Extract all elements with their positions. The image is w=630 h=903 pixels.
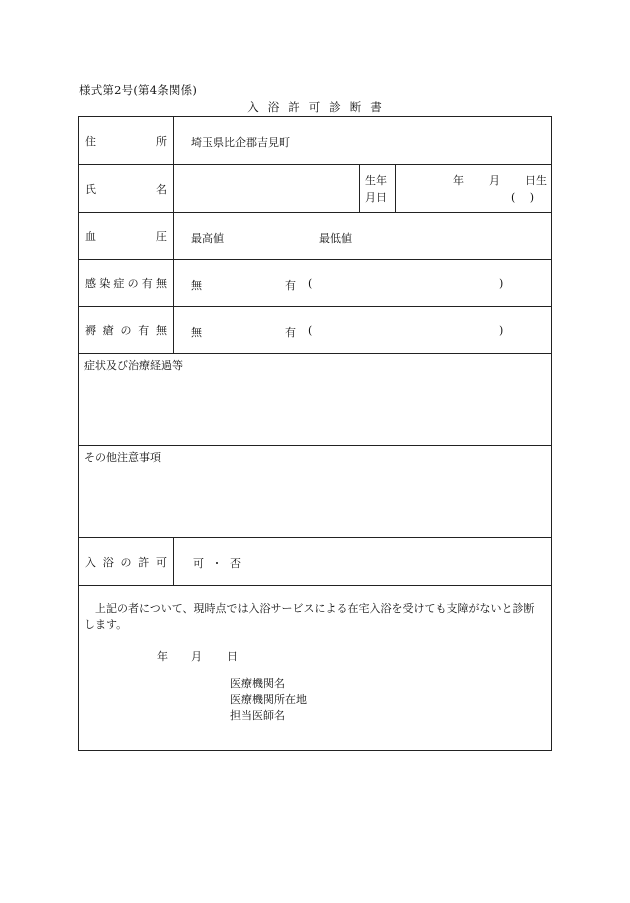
label-char: 血 bbox=[85, 230, 96, 243]
label-char: 許 bbox=[138, 555, 150, 569]
certification-text: 上記の者について、現時点では入浴サービスによる在宅入浴を受けても支障がないと診断します。 bbox=[84, 602, 535, 631]
label-char: 褥 bbox=[85, 324, 96, 337]
address-label bbox=[79, 117, 174, 164]
bedsore-row bbox=[79, 307, 551, 354]
infection-paren-close: ) bbox=[499, 277, 504, 290]
certification-section bbox=[79, 586, 551, 750]
bath-permission-row bbox=[79, 538, 551, 586]
form-number: 様式第2号(第4条関係) bbox=[79, 83, 198, 97]
symptoms-label: 症状及び治療経過等 bbox=[84, 359, 183, 372]
bedsore-no-option[interactable]: 無 bbox=[191, 326, 202, 339]
label-char: 圧 bbox=[156, 230, 167, 243]
institution-name-label[interactable]: 医療機関名 bbox=[230, 677, 285, 690]
age-field[interactable]: ( ) bbox=[511, 191, 535, 204]
infection-row bbox=[79, 260, 551, 307]
document-title: 入浴許可診断書 bbox=[247, 100, 391, 114]
infection-label bbox=[79, 260, 174, 306]
bath-permission-options[interactable]: 可 ・ 否 bbox=[193, 557, 243, 570]
label-char: 無 bbox=[155, 277, 167, 290]
label-char: 所 bbox=[156, 134, 167, 148]
label-char: 感 bbox=[85, 277, 96, 290]
label-char: 入 bbox=[85, 555, 96, 569]
bedsore-paren-close: ) bbox=[499, 324, 504, 337]
doctor-name-label[interactable]: 担当医師名 bbox=[230, 709, 285, 722]
birth-divider bbox=[395, 165, 396, 212]
label-char: の bbox=[120, 555, 132, 569]
address-value[interactable]: 埼玉県比企郡吉見町 bbox=[191, 136, 290, 149]
label-char: 住 bbox=[85, 134, 96, 148]
bedsore-yes-option[interactable]: 有 bbox=[285, 326, 296, 339]
blood-pressure-label bbox=[79, 213, 174, 259]
name-divider bbox=[359, 165, 360, 212]
cert-day[interactable]: 日 bbox=[227, 650, 238, 663]
bath-permission-label bbox=[79, 538, 174, 585]
notes-label: その他注意事項 bbox=[84, 451, 161, 464]
bp-max-label[interactable]: 最高値 bbox=[191, 232, 224, 245]
label-char: の bbox=[120, 324, 132, 337]
label-char: 瘡 bbox=[102, 324, 114, 337]
birth-day[interactable]: 日生 bbox=[525, 174, 547, 187]
bedsore-paren-open: ( bbox=[308, 324, 313, 337]
birth-label-2: 月日 bbox=[365, 191, 387, 204]
birth-year[interactable]: 年 bbox=[453, 174, 464, 187]
name-label bbox=[79, 165, 174, 212]
label-char: 氏 bbox=[85, 182, 96, 196]
label-char: 有 bbox=[138, 324, 150, 337]
certificate-form bbox=[78, 116, 552, 751]
label-char: の bbox=[127, 277, 139, 290]
label-char: 染 bbox=[99, 277, 111, 290]
label-char: 浴 bbox=[102, 555, 114, 569]
infection-no-option[interactable]: 無 bbox=[191, 279, 202, 292]
label-char: 名 bbox=[156, 182, 167, 196]
label-char: 可 bbox=[156, 555, 167, 569]
label-char: 有 bbox=[141, 277, 153, 290]
address-row bbox=[79, 117, 551, 165]
cert-month[interactable]: 月 bbox=[191, 650, 202, 663]
birth-month[interactable]: 月 bbox=[489, 174, 500, 187]
symptoms-row[interactable] bbox=[79, 354, 551, 446]
institution-address-label[interactable]: 医療機関所在地 bbox=[230, 693, 307, 706]
bedsore-label bbox=[79, 307, 174, 353]
infection-paren-open: ( bbox=[308, 277, 313, 290]
name-row bbox=[79, 165, 551, 213]
notes-row[interactable] bbox=[79, 446, 551, 538]
label-char: 無 bbox=[156, 324, 167, 337]
birth-label-1: 生年 bbox=[365, 174, 387, 187]
bp-min-label[interactable]: 最低値 bbox=[319, 232, 352, 245]
cert-year[interactable]: 年 bbox=[157, 650, 168, 663]
blood-pressure-row bbox=[79, 213, 551, 260]
infection-yes-option[interactable]: 有 bbox=[285, 279, 296, 292]
label-char: 症 bbox=[113, 277, 125, 290]
